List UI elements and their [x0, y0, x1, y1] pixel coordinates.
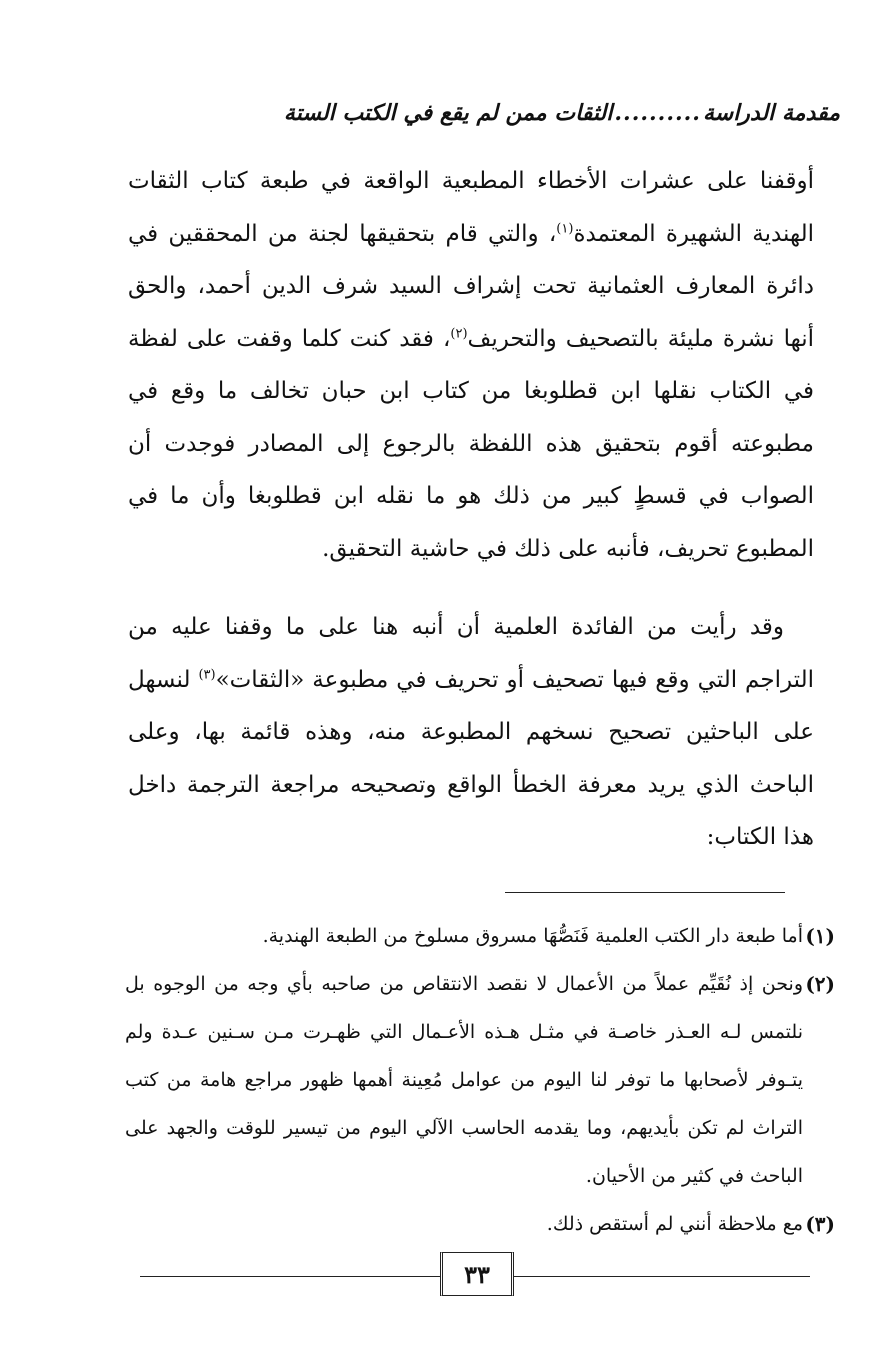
footnote-1: [125, 912, 835, 960]
paragraph-1: [128, 155, 814, 575]
page-number-frame: [440, 1252, 514, 1296]
footnote-3-number: (٣): [805, 1212, 835, 1236]
footnote-2-text: ونحن إذ نُقَيِّم عملاً من الأعمال لا نقصد الانتقاص من صاحبه بأي وجه من الوجوه بل نلتمس لـه العـذر خاصـة في مثـل هـذه الأعـمال التي ظهـرت مـن سـنين عـدة ولم يتـوفر لأصحابها ما توفر لنا اليوم من عوامل مُعِينة أهمها ظهور مراجع هامة من كتب التراث لم تكن بأيديهم، وما يقدمه الحاسب الآلي اليوم من تيسير للوقت والجهد على الباحث في كثير من الأحيان.: [125, 973, 803, 1187]
running-header: [150, 100, 840, 136]
footnote-3-text: مع ملاحظة أنني لم أستقص ذلك.: [546, 1213, 803, 1235]
footnote-2: [125, 960, 835, 1200]
footer-rule-left: [140, 1276, 440, 1277]
header-book-title: الثقات ممن لم يقع في الكتب الستة: [283, 100, 613, 126]
footnote-1-text: أما طبعة دار الكتب العلمية فَنَصُّهَا مسروق مسلوخ من الطبعة الهندية.: [262, 925, 803, 947]
paragraph-2-text-b: لنسهل على الباحثين تصحيح نسخهم المطبوعة منه، وهذه قائمة بها، وعلى الباحث الذي يريد معرفة الخطأ الواقع وتصحيحه مراجعة الترجمة داخل هذا الكتاب:: [128, 666, 814, 850]
paragraph-1-text-b: ، والتي قام بتحقيقها لجنة من المحققين في دائرة المعارف العثمانية تحت إشراف السيد شرف الدين أحمد، والحق أنها نشرة مليئة بالتصحيف والتحريف: [128, 220, 814, 352]
footnotes: [125, 912, 835, 1248]
footnote-1-number: (١): [805, 924, 835, 948]
header-section-title: مقدمة الدراسة: [702, 100, 840, 126]
footnote-ref-1[interactable]: (١): [556, 220, 574, 236]
page-number: ٣٣: [464, 1259, 490, 1289]
paragraph-1-text-a: أوقفنا على عشرات الأخطاء المطبعية الواقعة في طبعة كتاب الثقات الهندية الشهيرة المعتمدة: [128, 168, 814, 247]
footnote-separator: [505, 892, 785, 893]
paragraph-2: [128, 601, 814, 864]
paragraph-2-text-a: وقد رأيت من الفائدة العلمية أن أنبه هنا على ما وقفنا عليه من التراجم التي وقع فيها تصحيف أو تحريف في مطبوعة «الثقات»: [128, 614, 814, 693]
footnote-2-number: (٢): [805, 972, 835, 996]
footnote-ref-3[interactable]: (٣): [198, 666, 216, 682]
header-dot-leader: ..........: [614, 100, 701, 126]
main-text: [128, 155, 814, 864]
footnote-ref-2[interactable]: (٢): [450, 325, 468, 341]
page-footer: [140, 1250, 810, 1300]
paragraph-1-text-c: ، فقد كنت كلما وقفت على لفظة في الكتاب نقلها ابن قطلوبغا من كتاب ابن حبان تخالف ما وقع في مطبوعته أقوم بتحقيق هذه اللفظة بالرجوع إلى المصادر فوجدت أن الصواب في قسطٍ كبير من ذلك هو ما نقله ابن قطلوبغا وأن ما في المطبوع تحريف، فأنبه على ذلك في حاشية التحقيق.: [128, 325, 814, 562]
footnote-3: [125, 1200, 835, 1248]
footer-rule-right: [514, 1276, 810, 1277]
